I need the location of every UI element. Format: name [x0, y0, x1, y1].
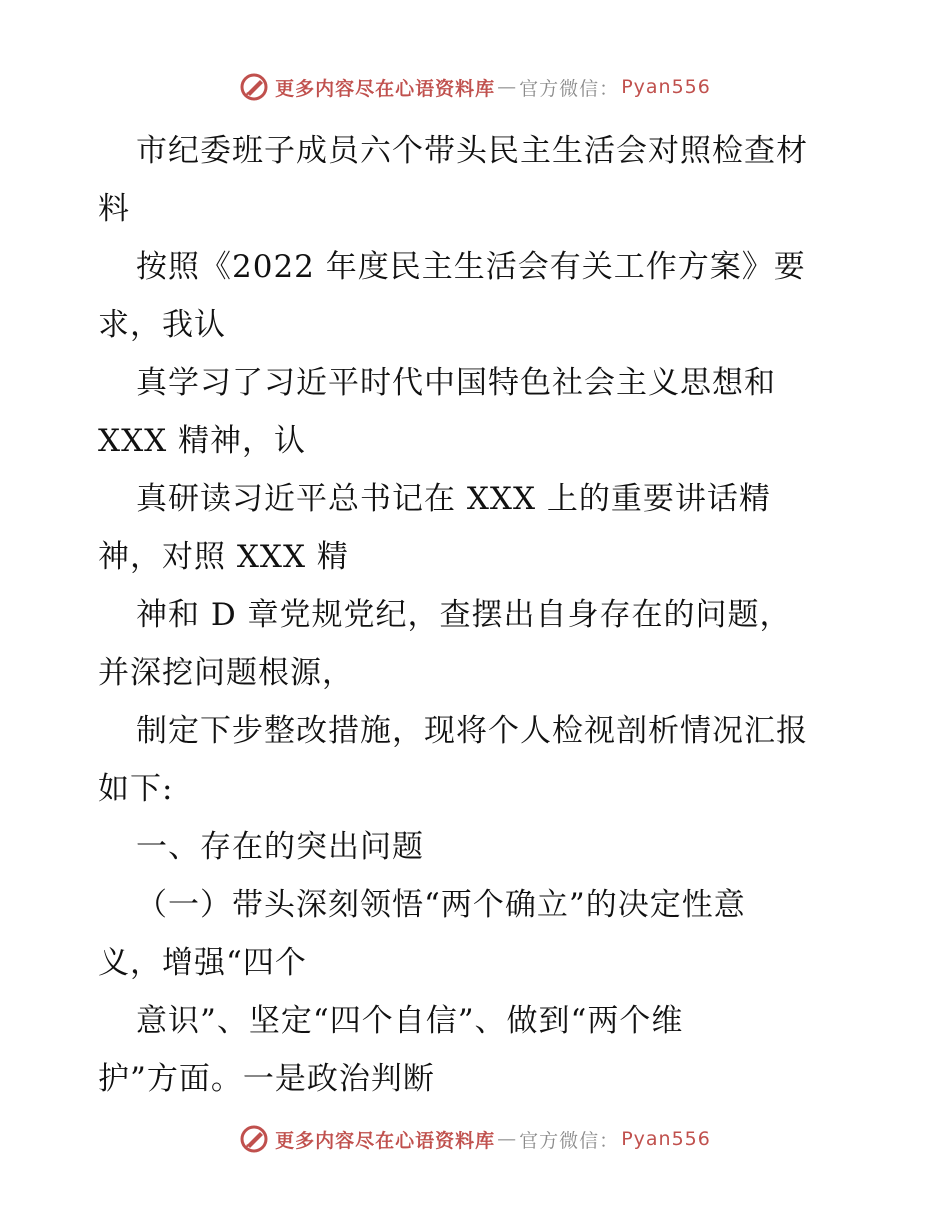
- text-line: 如下:: [98, 771, 174, 807]
- text-line: XXX 精神，认: [98, 423, 307, 459]
- watermark-separator: —: [497, 1128, 518, 1150]
- text-line: 真学习了习近平时代中国特色社会主义思想和: [136, 365, 776, 401]
- watermark-id-text: Pyan556: [621, 1128, 711, 1150]
- text-line: 市纪委班子成员六个带头民主生活会对照检查材: [136, 133, 808, 169]
- text-line: 义，增强“四个: [98, 945, 307, 981]
- text-line: 神，对照 XXX 精: [98, 539, 349, 575]
- document-body: [98, 122, 878, 1108]
- text-line: 真研读习近平总书记在 XXX 上的重要讲话精: [136, 481, 771, 517]
- logo-icon: [239, 72, 269, 102]
- watermark-separator: —: [497, 76, 518, 98]
- watermark-main-text: 更多内容尽在心语资料库: [275, 1129, 496, 1152]
- logo-icon: [239, 1124, 269, 1154]
- text-line: 意识”、坚定“四个自信”、做到“两个维: [136, 1003, 684, 1039]
- text-line: 制定下步整改措施，现将个人检视剖析情况汇报: [136, 713, 808, 749]
- watermark-sub-text: 官方微信：: [519, 77, 620, 100]
- subsection-heading: （一）带头深刻领悟“两个确立”的决定性意: [136, 887, 746, 923]
- watermark-sub-text: 官方微信：: [519, 1129, 620, 1152]
- section-heading: 一、存在的突出问题: [136, 829, 424, 865]
- footer-watermark: [0, 1124, 950, 1154]
- text-line: 求，我认: [98, 307, 226, 343]
- header-watermark: [0, 72, 950, 102]
- text-line: 料: [98, 191, 130, 227]
- text-line: 并深挖问题根源，: [98, 655, 354, 691]
- watermark-main-text: 更多内容尽在心语资料库: [275, 77, 496, 100]
- text-line: 神和 D 章党规党纪，查摆出自身存在的问题，: [136, 597, 792, 633]
- watermark-id-text: Pyan556: [621, 76, 711, 98]
- text-line: 护”方面。一是政治判断: [98, 1061, 435, 1097]
- text-line: 按照《2022 年度民主生活会有关工作方案》要: [136, 249, 806, 285]
